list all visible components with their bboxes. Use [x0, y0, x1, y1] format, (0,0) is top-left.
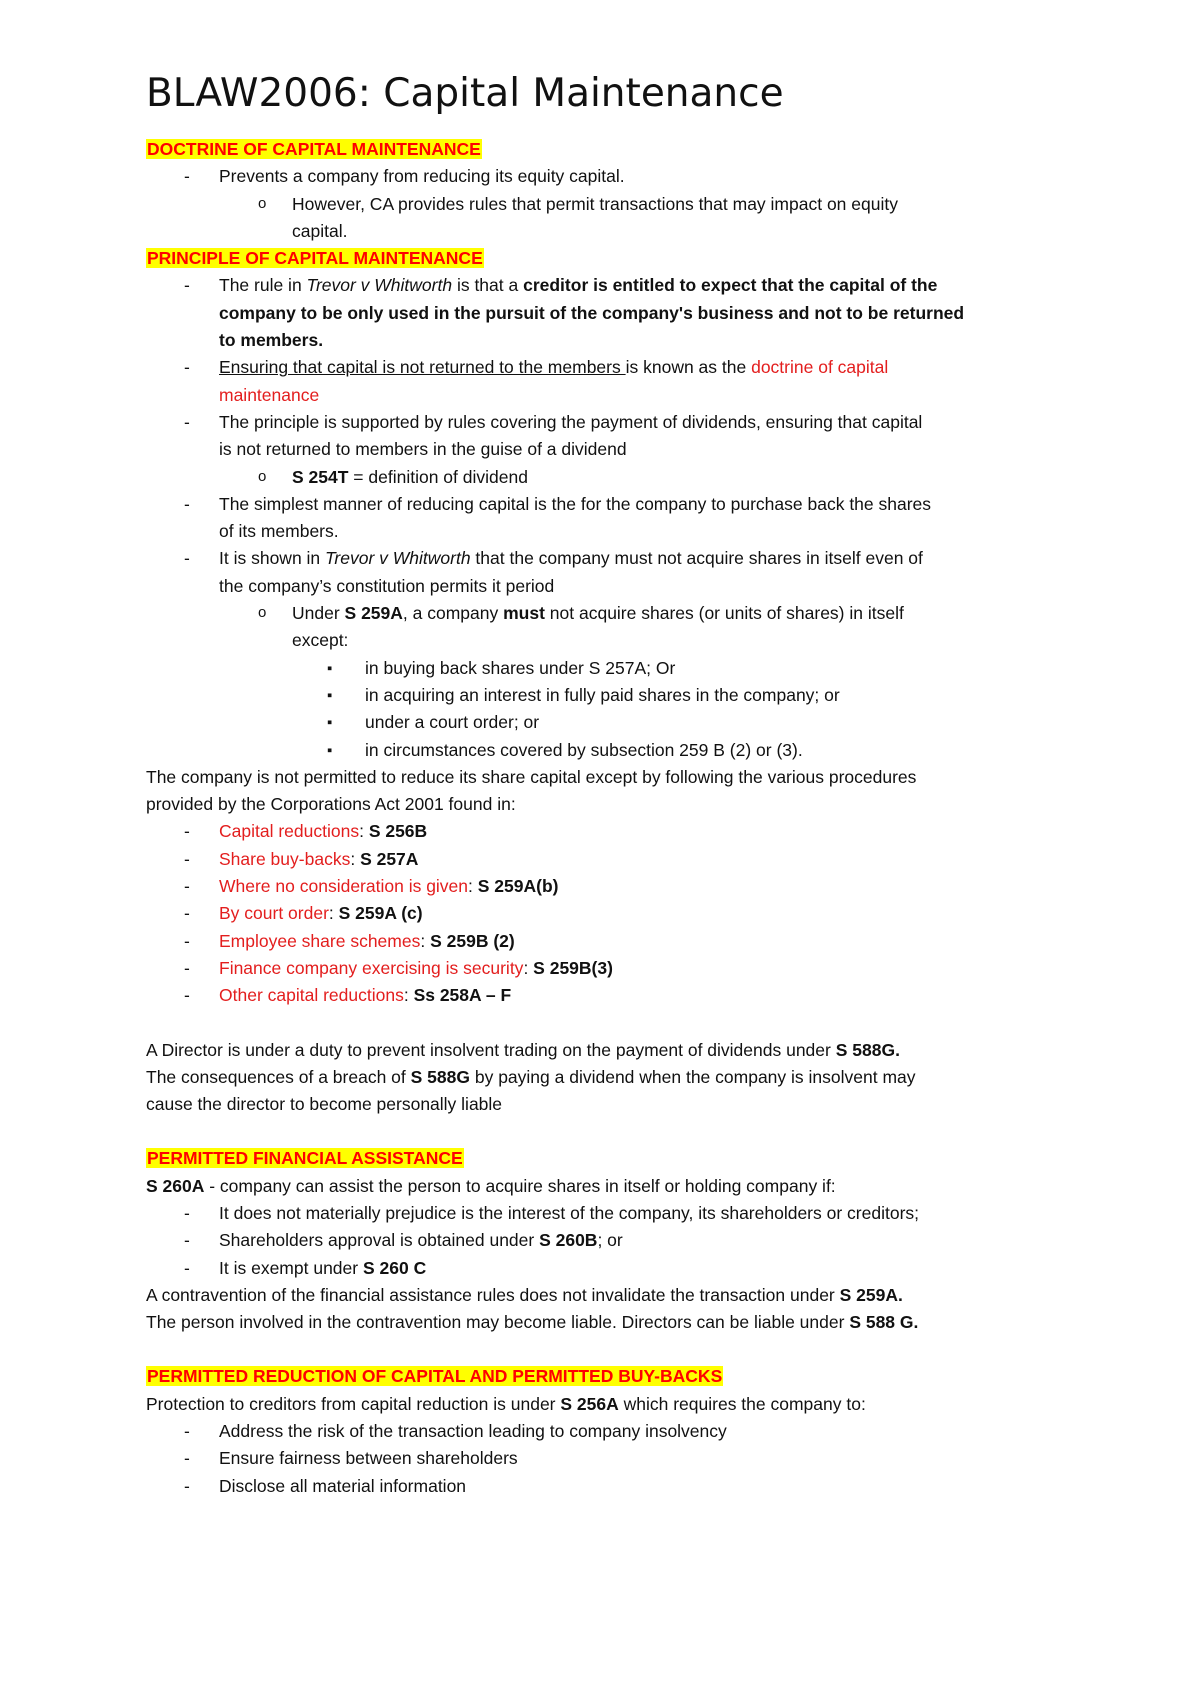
- list-item: ▪ in acquiring an interest in fully paid shares in the company; or: [146, 682, 1076, 709]
- list-item: o S 254T = definition of dividend: [146, 464, 1076, 491]
- section-heading-financial-assistance: PERMITTED FINANCIAL ASSISTANCE: [147, 1148, 463, 1169]
- list-item: - Capital reductions: S 256B: [146, 818, 1076, 845]
- list-item-continuation: of its members.: [219, 521, 339, 542]
- paragraph: Protection to creditors from capital reduction is under S 256A which requires the company to:: [146, 1393, 866, 1414]
- list-item: - Address the risk of the transaction leading to company insolvency: [146, 1418, 1076, 1445]
- document-body: [146, 70, 1076, 1500]
- case-name: Trevor v Whitworth: [306, 275, 453, 296]
- list-item-continuation: except:: [292, 630, 349, 651]
- paragraph: cause the director to become personally liable: [146, 1094, 503, 1115]
- page-title: BLAW2006: Capital Maintenance: [146, 71, 784, 116]
- section-heading-reduction-buybacks: PERMITTED REDUCTION OF CAPITAL AND PERMITTED BUY-BACKS: [147, 1366, 723, 1387]
- paragraph: provided by the Corporations Act 2001 found in:: [146, 794, 516, 815]
- list-item: - It is exempt under S 260 C: [146, 1255, 1076, 1282]
- case-name: Trevor v Whitworth: [325, 548, 471, 569]
- paragraph: A Director is under a duty to prevent insolvent trading on the payment of dividends under S 588G.: [146, 1039, 900, 1060]
- paragraph: The company is not permitted to reduce its share capital except by following the various procedures: [146, 766, 917, 787]
- list-item: ▪ in buying back shares under S 257A; Or: [146, 655, 1076, 682]
- list-item: o Under S 259A, a company must not acquire shares (or units of shares) in itself: [146, 600, 1076, 627]
- paragraph: The consequences of a breach of S 588G by paying a dividend when the company is insolvent may: [146, 1066, 916, 1087]
- list-item: - By court order: S 259A (c): [146, 900, 1076, 927]
- list-item-continuation: to members.: [219, 330, 324, 351]
- section-heading-principle: PRINCIPLE OF CAPITAL MAINTENANCE: [147, 248, 483, 269]
- list-item: - The principle is supported by rules covering the payment of dividends, ensuring that capital: [146, 409, 1076, 436]
- list-item: - Shareholders approval is obtained under S 260B; or: [146, 1227, 1076, 1254]
- list-item: ▪ under a court order; or: [146, 709, 1076, 736]
- list-item: - It is shown in Trevor v Whitworth that the company must not acquire shares in itself even of: [146, 545, 1076, 572]
- blank-line: [146, 1010, 1076, 1037]
- list-item: - It does not materially prejudice is the interest of the company, its shareholders or creditors;: [146, 1200, 1076, 1227]
- list-item-continuation: capital.: [292, 220, 348, 241]
- list-item: - Share buy-backs: S 257A: [146, 846, 1076, 873]
- list-item: - The rule in Trevor v Whitworth is that a creditor is entitled to expect that the capital of the: [146, 272, 1076, 299]
- paragraph: S 260A - company can assist the person to acquire shares in itself or holding company if:: [146, 1175, 836, 1196]
- blank-line: [146, 1336, 1076, 1363]
- list-item: - Prevents a company from reducing its equity capital.: [146, 163, 1076, 190]
- list-item: - Finance company exercising is security: S 259B(3): [146, 955, 1076, 982]
- list-item: - The simplest manner of reducing capital is the for the company to purchase back the shares: [146, 491, 1076, 518]
- list-item: - Disclose all material information: [146, 1473, 1076, 1500]
- list-item: - Other capital reductions: Ss 258A – F: [146, 982, 1076, 1009]
- list-item: - Employee share schemes: S 259B (2): [146, 928, 1076, 955]
- blank-line: [146, 1118, 1076, 1145]
- paragraph: A contravention of the financial assistance rules does not invalidate the transaction under S 259A.: [146, 1284, 903, 1305]
- list-item-continuation: company to be only used in the pursuit of the company's business and not to be returned: [219, 302, 965, 323]
- list-item: - Ensure fairness between shareholders: [146, 1445, 1076, 1472]
- paragraph: The person involved in the contravention may become liable. Directors can be liable under S 588 G.: [146, 1312, 919, 1333]
- list-item: ▪ in circumstances covered by subsection 259 B (2) or (3).: [146, 737, 1076, 764]
- list-item-continuation: the company’s constitution permits it period: [219, 575, 555, 596]
- list-item-continuation: maintenance: [219, 384, 320, 405]
- list-item: - Where no consideration is given: S 259A(b): [146, 873, 1076, 900]
- list-item: - Ensuring that capital is not returned to the members is known as the doctrine of capital: [146, 354, 1076, 381]
- list-item: o However, CA provides rules that permit transactions that may impact on equity: [146, 191, 1076, 218]
- section-heading-doctrine: DOCTRINE OF CAPITAL MAINTENANCE: [147, 139, 481, 159]
- list-item-continuation: is not returned to members in the guise of a dividend: [219, 439, 627, 460]
